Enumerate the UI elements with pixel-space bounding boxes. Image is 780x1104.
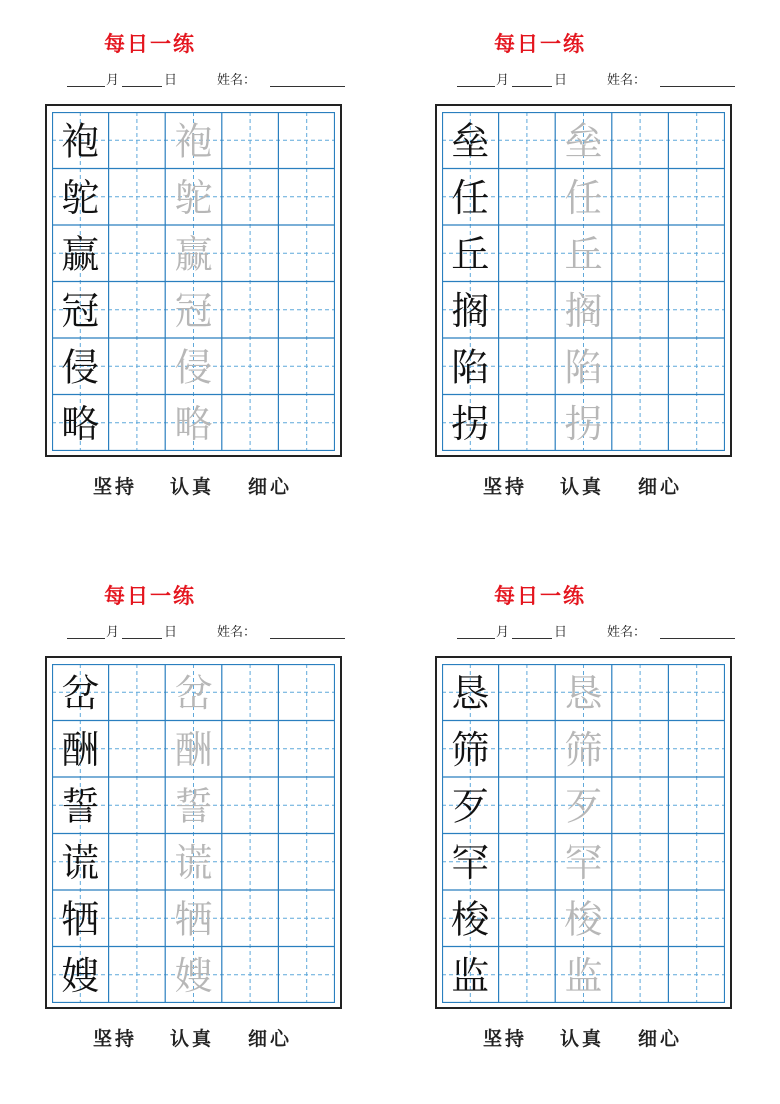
- name-label: 姓名：: [217, 625, 257, 640]
- motto: [390, 472, 690, 502]
- model-character: 罕: [451, 840, 490, 885]
- tianzige-grid: [52, 112, 335, 451]
- model-character: 监: [451, 953, 490, 998]
- motto: [0, 472, 300, 502]
- model-character: 丘: [451, 232, 490, 277]
- model-character: 谎: [61, 840, 100, 885]
- model-character: 嫂: [61, 953, 100, 998]
- sheet-title: 每日一练: [104, 31, 196, 56]
- practice-grid-box: [435, 104, 732, 457]
- date-name-line: [412, 623, 692, 643]
- motto-attentive: 细心: [248, 1028, 293, 1050]
- trace-character: 罕: [564, 840, 603, 885]
- trace-character: 监: [564, 953, 603, 998]
- model-character: 袍: [61, 119, 100, 164]
- trace-character: 谎: [174, 840, 213, 885]
- model-character: 任: [451, 175, 490, 220]
- motto-careful: 认真: [560, 476, 605, 498]
- model-character: 垒: [451, 119, 490, 164]
- motto-persist: 坚持: [483, 476, 528, 498]
- day-label: 日: [164, 625, 178, 640]
- sheet-title: 每日一练: [494, 583, 586, 608]
- motto-careful: 认真: [560, 1028, 605, 1050]
- practice-grid-box: [435, 656, 732, 1009]
- trace-character: 搁: [564, 288, 603, 333]
- practice-grid-box: [45, 104, 342, 457]
- month-blank[interactable]: [457, 71, 495, 87]
- model-character: 搁: [451, 288, 490, 333]
- day-label: 日: [164, 73, 178, 88]
- name-blank[interactable]: [660, 71, 735, 87]
- trace-character: 赢: [174, 232, 213, 277]
- tianzige-grid: [442, 664, 725, 1003]
- practice-sheet-2: [390, 0, 690, 520]
- sheet-title: 每日一练: [104, 583, 196, 608]
- trace-character: 拐: [564, 401, 603, 446]
- tianzige-grid: [52, 664, 335, 1003]
- motto-persist: 坚持: [93, 1028, 138, 1050]
- motto-careful: 认真: [170, 1028, 215, 1050]
- date-name-line: [412, 71, 692, 91]
- practice-sheet-3: [0, 552, 300, 1072]
- motto-attentive: 细心: [638, 1028, 683, 1050]
- name-label: 姓名：: [607, 73, 647, 88]
- day-label: 日: [554, 625, 568, 640]
- trace-character: 冠: [174, 288, 213, 333]
- name-blank[interactable]: [660, 623, 735, 639]
- model-character: 牺: [61, 897, 100, 942]
- model-character: 誓: [61, 784, 100, 829]
- month-label: 月: [496, 625, 510, 640]
- motto-careful: 认真: [170, 476, 215, 498]
- trace-character: 恳: [564, 671, 603, 716]
- model-character: 侵: [61, 345, 100, 390]
- model-character: 冠: [61, 288, 100, 333]
- model-character: 拐: [451, 401, 490, 446]
- motto: [0, 1024, 300, 1054]
- motto: [390, 1024, 690, 1054]
- trace-character: 鸵: [174, 175, 213, 220]
- model-character: 略: [61, 401, 100, 446]
- motto-attentive: 细心: [638, 476, 683, 498]
- day-blank[interactable]: [512, 623, 552, 639]
- day-blank[interactable]: [122, 623, 162, 639]
- month-blank[interactable]: [457, 623, 495, 639]
- model-character: 岔: [61, 671, 100, 716]
- model-character: 鸵: [61, 175, 100, 220]
- motto-attentive: 细心: [248, 476, 293, 498]
- model-character: 恳: [451, 671, 490, 716]
- day-blank[interactable]: [122, 71, 162, 87]
- practice-grid-box: [45, 656, 342, 1009]
- trace-character: 垒: [564, 119, 603, 164]
- month-blank[interactable]: [67, 623, 105, 639]
- month-label: 月: [106, 73, 120, 88]
- model-character: 筛: [451, 727, 490, 772]
- model-character: 酬: [61, 727, 100, 772]
- trace-character: 岔: [174, 671, 213, 716]
- trace-character: 誓: [174, 784, 213, 829]
- trace-character: 侵: [174, 345, 213, 390]
- model-character: 梭: [451, 897, 490, 942]
- trace-character: 歹: [564, 784, 603, 829]
- trace-character: 袍: [174, 119, 213, 164]
- trace-character: 略: [174, 401, 213, 446]
- month-label: 月: [496, 73, 510, 88]
- trace-character: 牺: [174, 897, 213, 942]
- day-blank[interactable]: [512, 71, 552, 87]
- practice-sheet-1: [0, 0, 300, 520]
- trace-character: 梭: [564, 897, 603, 942]
- model-character: 赢: [61, 232, 100, 277]
- date-name-line: [22, 71, 302, 91]
- trace-character: 任: [564, 175, 603, 220]
- name-blank[interactable]: [270, 623, 345, 639]
- trace-character: 嫂: [174, 953, 213, 998]
- trace-character: 筛: [564, 727, 603, 772]
- name-label: 姓名：: [217, 73, 257, 88]
- model-character: 陷: [451, 345, 490, 390]
- model-character: 歹: [451, 784, 490, 829]
- date-name-line: [22, 623, 302, 643]
- month-blank[interactable]: [67, 71, 105, 87]
- month-label: 月: [106, 625, 120, 640]
- trace-character: 丘: [564, 232, 603, 277]
- practice-sheet-4: [390, 552, 690, 1072]
- trace-character: 酬: [174, 727, 213, 772]
- motto-persist: 坚持: [93, 476, 138, 498]
- motto-persist: 坚持: [483, 1028, 528, 1050]
- name-blank[interactable]: [270, 71, 345, 87]
- name-label: 姓名：: [607, 625, 647, 640]
- sheet-title: 每日一练: [494, 31, 586, 56]
- tianzige-grid: [442, 112, 725, 451]
- day-label: 日: [554, 73, 568, 88]
- trace-character: 陷: [564, 345, 603, 390]
